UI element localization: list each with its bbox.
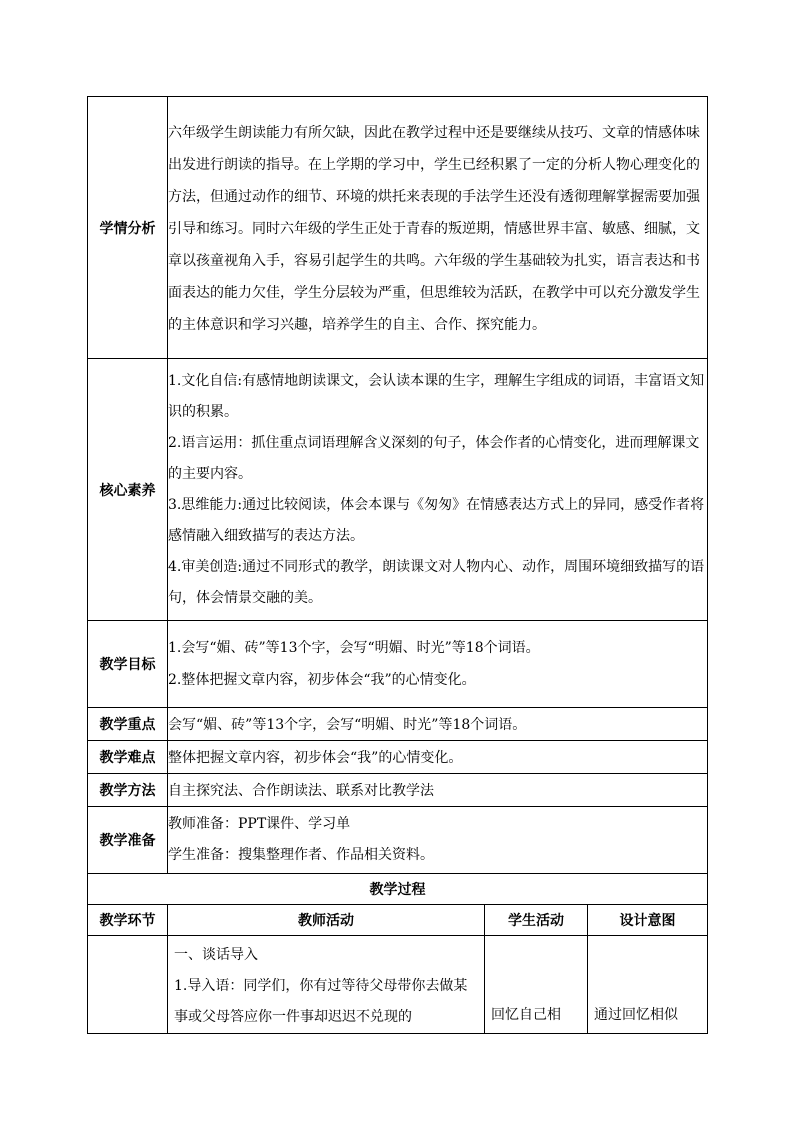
stage-cell (88, 936, 168, 1034)
student-activity-cell (485, 936, 588, 1034)
label-nandian: 教学难点 (88, 741, 168, 774)
header-teacher: 教师活动 (168, 905, 485, 936)
intent-text: 通过回忆相似 (594, 1007, 678, 1023)
hexin-item-1: 1.文化自信:有感情地朗读课文，会认读本课的生字，理解生字组成的词语，丰富语文知识的积累。 (168, 372, 705, 420)
lesson-plan-table (87, 96, 708, 1034)
teacher-line-1: 一、谈话导入 (174, 947, 258, 963)
row-hexin (88, 359, 708, 621)
label-xueqing: 学情分析 (88, 97, 168, 359)
row-zhunbei (88, 807, 708, 874)
xueqing-text: 六年级学生朗读能力有所欠缺，因此在教学过程中还是要继续从技巧、文章的情感体味出发进行朗读的指导。在上学期的学习中，学生已经积累了一定的分析人物心理变化的方法，但通过动作的细节、环境的烘托来表现的手法学生还没有透彻理解掌握需要加强引导和练习。同时六年级的学生正处于青春的叛逆期，情感世界丰富、敏感、细腻，文章以孩童视角入手，容易引起学生的共鸣。六年级的学生基础较为扎实，语言表达和书面表达的能力欠佳，学生分层较为严重，但思维较为活跃，在教学中可以充分激发学生的主体意识和学习兴趣，培养学生的自主、合作、探究能力。 (168, 124, 700, 333)
content-mubiao (168, 621, 708, 708)
label-zhunbei: 教学准备 (88, 807, 168, 874)
hexin-item-3: 3.思维能力:通过比较阅读，体会本课与《匆匆》在情感表达方式上的异同，感受作者将感情融入细致描写的表达方法。 (168, 496, 705, 544)
process-title: 教学过程 (88, 874, 708, 905)
content-zhongdian: 会写“媚、砖”等13个字，会写“明媚、时光”等18个词语。 (168, 708, 708, 741)
label-mubiao: 教学目标 (88, 621, 168, 708)
zhunbei-teacher: 教师准备：PPT课件、学习单 (168, 816, 351, 832)
content-zhunbei (168, 807, 708, 874)
row-process-first (88, 936, 708, 1034)
zhunbei-student: 学生准备：搜集整理作者、作品相关资料。 (168, 847, 434, 863)
row-process-title (88, 874, 708, 905)
student-activity-text: 回忆自己相 (491, 1007, 561, 1023)
row-nandian (88, 741, 708, 774)
content-fangfa: 自主探究法、合作朗读法、联系对比教学法 (168, 774, 708, 807)
hexin-item-2: 2.语言运用：抓住重点词语理解含义深刻的句子，体会作者的心情变化，进而理解课文的主要内容。 (168, 434, 700, 482)
header-intent: 设计意图 (588, 905, 708, 936)
header-student: 学生活动 (485, 905, 588, 936)
teacher-line-2: 1.导入语：同学们，你有过等待父母带你去做某事或父母答应你一件事却迟迟不兑现的 (174, 978, 468, 1025)
hexin-item-4: 4.审美创造:通过不同形式的教学，朗读课文对人物内心、动作，周围环境细致描写的语句，体会情景交融的美。 (168, 558, 705, 606)
row-fangfa (88, 774, 708, 807)
mubiao-item-1: 1.会写“媚、砖”等13个字，会写“明媚、时光”等18个词语。 (168, 640, 540, 656)
label-hexin: 核心素养 (88, 359, 168, 621)
content-xueqing (168, 97, 708, 359)
label-fangfa: 教学方法 (88, 774, 168, 807)
teacher-activity-cell (168, 936, 485, 1034)
header-stage: 教学环节 (88, 905, 168, 936)
content-hexin (168, 359, 708, 621)
row-mubiao (88, 621, 708, 708)
row-zhongdian (88, 708, 708, 741)
row-process-headers (88, 905, 708, 936)
row-xueqing (88, 97, 708, 359)
content-nandian: 整体把握文章内容，初步体会“我”的心情变化。 (168, 741, 708, 774)
intent-cell (588, 936, 708, 1034)
mubiao-item-2: 2.整体把握文章内容，初步体会“我”的心情变化。 (168, 672, 476, 688)
label-zhongdian: 教学重点 (88, 708, 168, 741)
